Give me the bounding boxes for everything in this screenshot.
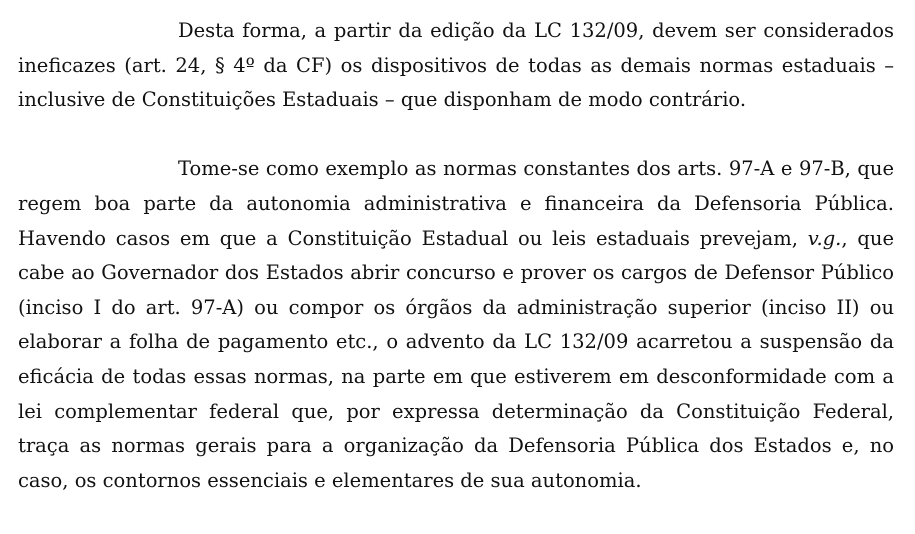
paragraph-1 [18, 14, 894, 118]
paragraph-2-text-part-1: Tome-se como exemplo as normas constantes dos arts. 97-A e 97-B, que regem boa parte da autonomia administrativa e financeira da Defensoria Pública. Havendo casos em que a Constituição Estadual ou leis estaduais prevejam, [18, 157, 894, 250]
document-body [18, 14, 894, 498]
paragraph-2 [18, 152, 894, 498]
paragraph-2-italic-term: v.g. [807, 226, 842, 250]
paragraph-1-text: Desta forma, a partir da edição da LC 132/09, devem ser considerados ineficazes (art. 24, § 4º da CF) os dispositivos de todas as demais normas estaduais – inclusive de Constituições Estaduais – que disponham de modo contrário. [18, 19, 894, 112]
paragraph-2-text-part-2: , que cabe ao Governador dos Estados abrir concurso e prover os cargos de Defensor Público (inciso I do art. 97-A) ou compor os órgãos da administração superior (inciso II) ou elaborar a folha de pagamento etc., o advento da LC 132/09 acarretou a suspensão da eficácia de todas essas normas, na parte em que estiverem em desconformidade com a lei complementar federal que, por expressa determinação da Constituição Federal, traça as normas gerais para a organização da Defensoria Pública dos Estados e, no caso, os contornos essenciais e elementares de sua autonomia. [18, 226, 894, 492]
